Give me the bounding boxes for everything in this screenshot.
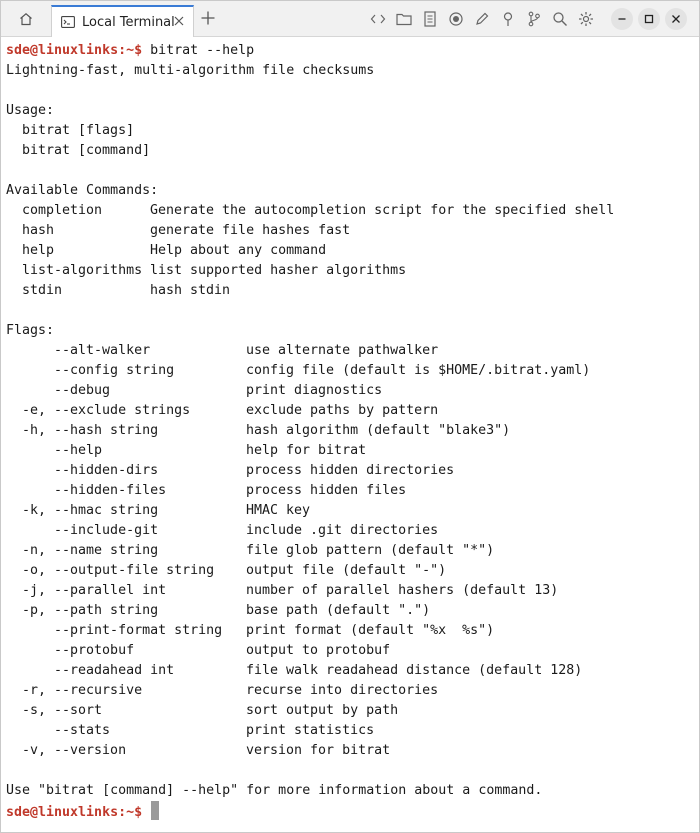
flag-description: use alternate pathwalker	[246, 343, 439, 358]
flag-row	[6, 481, 696, 501]
flag-row	[6, 521, 696, 541]
terminal-icon	[61, 16, 75, 28]
flag-row	[6, 621, 696, 641]
flag-row	[6, 721, 696, 741]
command-line	[6, 41, 696, 61]
flag-description: print format (default "%x %s")	[246, 623, 495, 638]
usage-header: Usage:	[6, 103, 55, 118]
terminal-output[interactable]	[6, 41, 696, 831]
flag-name: --alt-walker	[22, 343, 151, 358]
blank-line	[6, 81, 696, 101]
usage-line	[6, 141, 696, 161]
close-window-icon	[671, 14, 681, 24]
new-tab-button[interactable]	[200, 10, 216, 26]
flag-row	[6, 441, 696, 461]
flag-row	[6, 681, 696, 701]
commands-header: Available Commands:	[6, 183, 159, 198]
document-icon[interactable]	[417, 9, 443, 29]
flag-description: config file (default is $HOME/.bitrat.yaml)	[246, 363, 591, 378]
flag-description: include .git directories	[246, 523, 439, 538]
maximize-button[interactable]	[638, 8, 660, 30]
prompt-line[interactable]	[6, 801, 696, 821]
flag-name: -k, --hmac string	[22, 503, 159, 518]
flag-name: -o, --output-file string	[22, 563, 215, 578]
flag-description: process hidden directories	[246, 463, 455, 478]
prompt-user-host: sde@linuxlinks	[6, 43, 119, 58]
minimize-icon	[617, 14, 627, 24]
flag-name: -e, --exclude strings	[22, 403, 191, 418]
flag-description: exclude paths by pattern	[246, 403, 439, 418]
close-window-button[interactable]	[665, 8, 687, 30]
usage-text: bitrat [command]	[22, 143, 151, 158]
close-icon[interactable]	[173, 15, 185, 27]
flag-row	[6, 501, 696, 521]
command-description: hash stdin	[150, 283, 231, 298]
flag-description: base path (default ".")	[246, 603, 431, 618]
flag-name: --stats	[22, 723, 111, 738]
flag-row	[6, 401, 696, 421]
flag-row	[6, 381, 696, 401]
flag-row	[6, 361, 696, 381]
flag-name: -h, --hash string	[22, 423, 159, 438]
command-row	[6, 261, 696, 281]
command-row	[6, 221, 696, 241]
prompt-user-host: sde@linuxlinks	[6, 805, 119, 820]
text-cursor	[151, 801, 159, 820]
flag-name: --protobuf	[22, 643, 135, 658]
command-name: completion	[22, 203, 103, 218]
flags-list	[6, 341, 696, 761]
flag-description: version for bitrat	[246, 743, 391, 758]
maximize-icon	[644, 14, 654, 24]
flag-name: -n, --name string	[22, 543, 159, 558]
flag-description: HMAC key	[246, 503, 311, 518]
flag-name: --hidden-files	[22, 483, 167, 498]
flag-row	[6, 561, 696, 581]
gear-icon[interactable]	[573, 9, 599, 29]
prompt-suffix: :~$	[118, 805, 143, 820]
command-row	[6, 201, 696, 221]
flag-name: --include-git	[22, 523, 159, 538]
flag-description: number of parallel hashers (default 13)	[246, 583, 559, 598]
flag-name: --hidden-dirs	[22, 463, 159, 478]
minimize-button[interactable]	[611, 8, 633, 30]
flag-name: --print-format string	[22, 623, 223, 638]
command-text: bitrat --help	[142, 43, 255, 58]
pencil-icon[interactable]	[469, 9, 495, 29]
flag-name: -j, --parallel int	[22, 583, 167, 598]
prompt-suffix: :~$	[118, 43, 143, 58]
flag-name: --config string	[22, 363, 175, 378]
flag-name: --readahead int	[22, 663, 175, 678]
flag-name: --help	[22, 443, 103, 458]
record-icon[interactable]	[443, 9, 469, 29]
command-name: stdin	[22, 283, 63, 298]
flag-row	[6, 461, 696, 481]
flag-name: -p, --path string	[22, 603, 159, 618]
flag-name: -r, --recursive	[22, 683, 143, 698]
flag-description: output file (default "-")	[246, 563, 447, 578]
flag-name: --debug	[22, 383, 111, 398]
flag-row	[6, 581, 696, 601]
flag-name: -s, --sort	[22, 703, 103, 718]
command-description: Help about any command	[150, 243, 327, 258]
search-icon[interactable]	[547, 9, 573, 29]
command-description: Generate the autocompletion script for the specified shell	[150, 203, 615, 218]
command-description: generate file hashes fast	[150, 223, 351, 238]
git-branch-icon[interactable]	[521, 9, 547, 29]
flags-header: Flags:	[6, 323, 55, 338]
flag-row	[6, 661, 696, 681]
flag-description: print diagnostics	[246, 383, 383, 398]
usage-line	[6, 121, 696, 141]
flag-description: sort output by path	[246, 703, 399, 718]
flag-row	[6, 641, 696, 661]
footer-hint: Use "bitrat [command] --help" for more information about a command.	[6, 783, 543, 798]
flag-row	[6, 421, 696, 441]
flag-row	[6, 741, 696, 761]
title-bar	[1, 1, 699, 37]
flag-row	[6, 701, 696, 721]
flag-description: file walk readahead distance (default 128)	[246, 663, 583, 678]
flag-description: hash algorithm (default "blake3")	[246, 423, 511, 438]
tab-label: Local Terminal	[82, 14, 175, 30]
tab-local-terminal[interactable]	[51, 5, 194, 37]
folder-icon[interactable]	[391, 9, 417, 29]
blank-line	[6, 301, 696, 321]
plus-icon	[200, 10, 216, 26]
commands-list	[6, 201, 696, 301]
toolbar	[365, 9, 599, 29]
pin-icon[interactable]	[495, 9, 521, 29]
home-button[interactable]	[9, 7, 43, 31]
flag-description: file glob pattern (default "*")	[246, 543, 495, 558]
flag-description: recurse into directories	[246, 683, 439, 698]
flag-row	[6, 541, 696, 561]
command-row	[6, 241, 696, 261]
program-description: Lightning-fast, multi-algorithm file checksums	[6, 63, 375, 78]
command-name: help	[22, 243, 55, 258]
home-icon	[19, 12, 33, 26]
code-icon[interactable]	[365, 9, 391, 29]
blank-line	[6, 761, 696, 781]
usage-text: bitrat [flags]	[22, 123, 135, 138]
command-name: hash	[22, 223, 55, 238]
flag-description: help for bitrat	[246, 443, 367, 458]
command-row	[6, 281, 696, 301]
command-description: list supported hasher algorithms	[150, 263, 407, 278]
flag-name: -v, --version	[22, 743, 127, 758]
flag-description: print statistics	[246, 723, 375, 738]
flag-description: process hidden files	[246, 483, 407, 498]
flag-row	[6, 341, 696, 361]
command-name: list-algorithms	[22, 263, 143, 278]
flag-row	[6, 601, 696, 621]
flag-description: output to protobuf	[246, 643, 391, 658]
blank-line	[6, 161, 696, 181]
